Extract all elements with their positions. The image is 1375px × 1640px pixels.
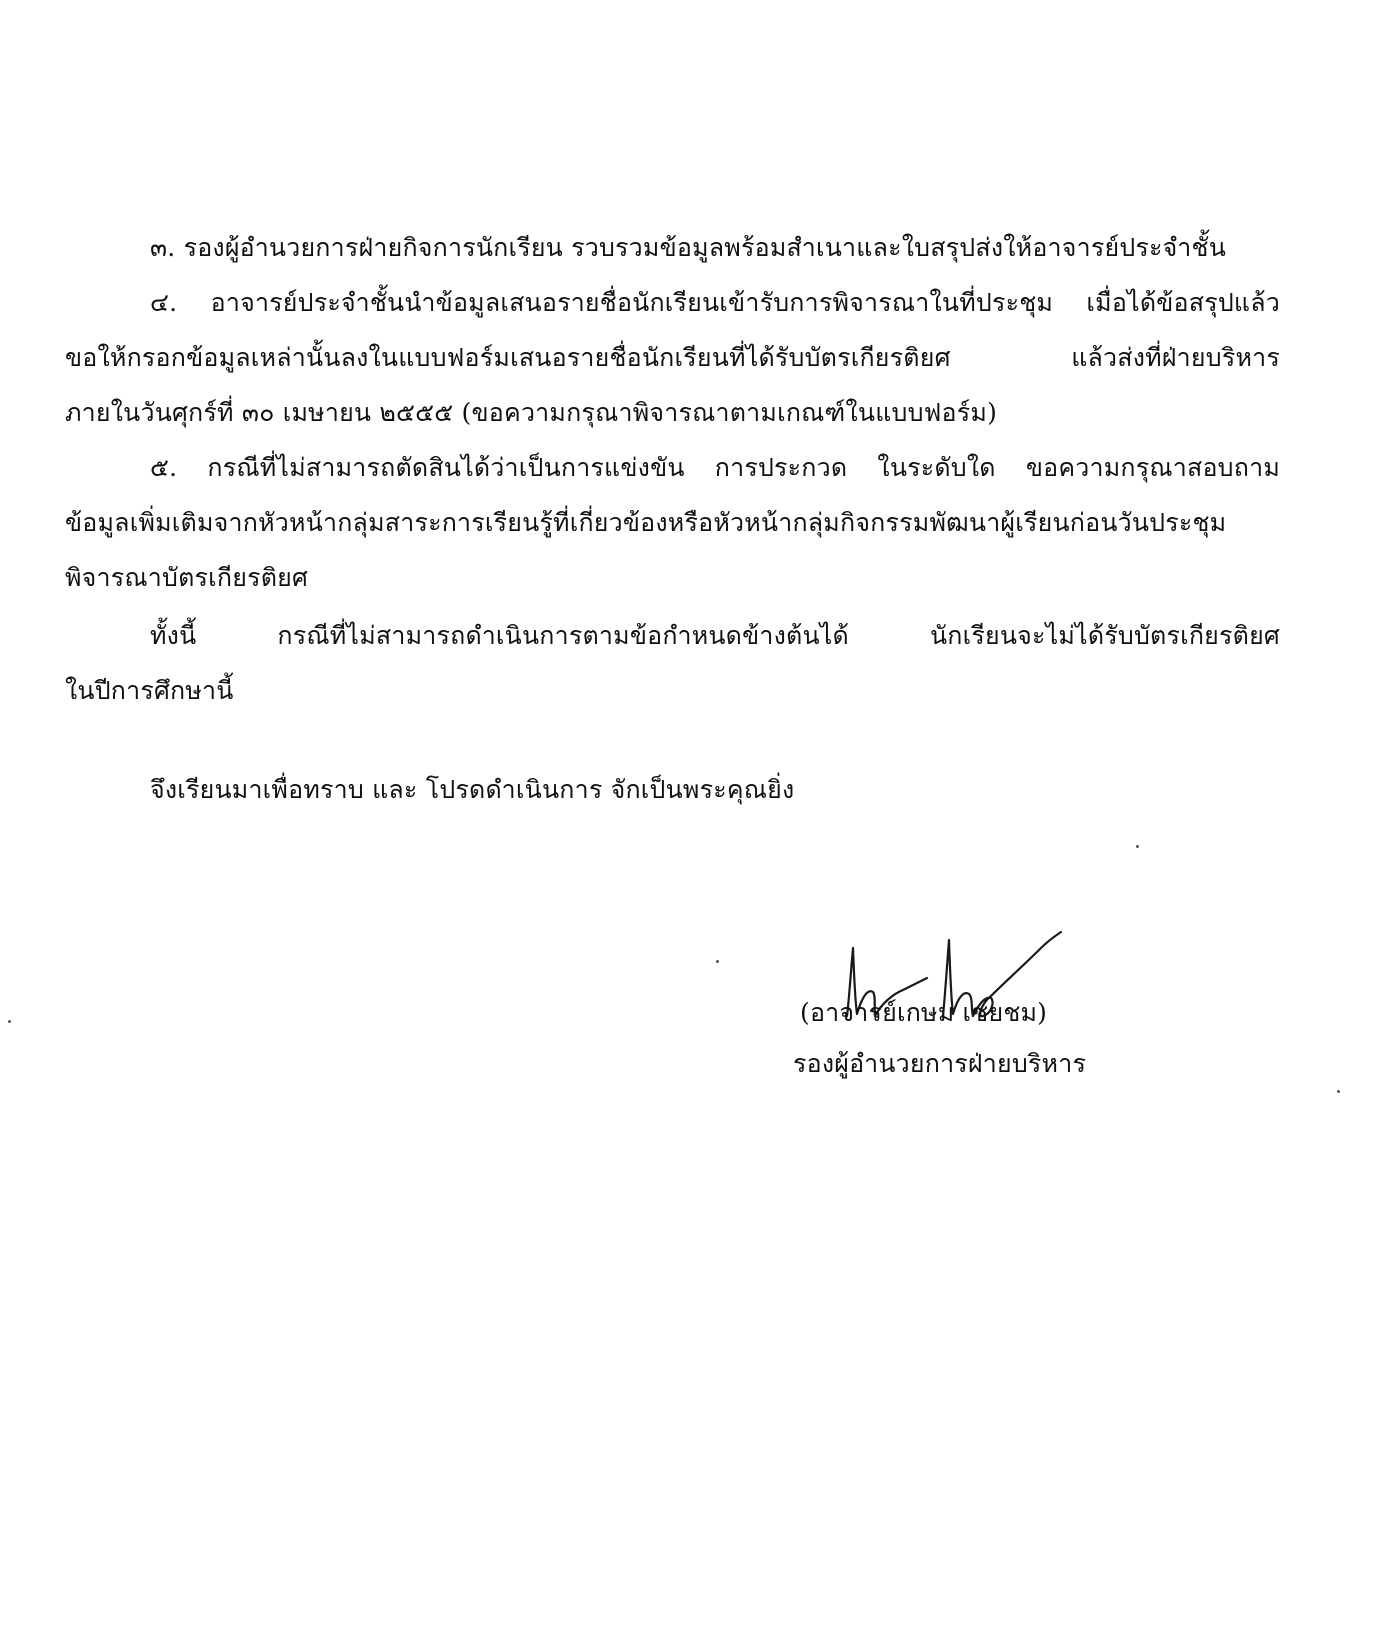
item-4-line-1: ๔. อาจารย์ประจำชั้นนำข้อมูลเสนอรายชื่อนักเรียนเข้ารับการพิจารณาในที่ประชุม เมื่อได้ข้อสรุปแล้ว — [150, 288, 1280, 317]
signatory-position: รองผู้อำนวยการฝ่ายบริหาร — [793, 1049, 1087, 1078]
item-5-line-2: ข้อมูลเพิ่มเติมจากหัวหน้ากลุ่มสาระการเรียนรู้ที่เกี่ยวข้องหรือหัวหน้ากลุ่มกิจกรรมพัฒนาผู้เรียนก่อนวันประชุม — [65, 508, 1227, 537]
scan-speck — [716, 960, 719, 963]
signatory-name: (อาจารย์เกษม เชยชม) — [800, 998, 1048, 1027]
item-5-line-1: ๕. กรณีที่ไม่สามารถตัดสินได้ว่าเป็นการแข่งขัน การประกวด ในระดับใด ขอความกรุณาสอบถาม — [150, 453, 1280, 482]
item-5-line-3: พิจารณาบัตรเกียรติยศ — [65, 563, 309, 592]
scan-speck — [1136, 845, 1139, 848]
scan-speck — [8, 1020, 11, 1023]
note-line-1: ทั้งนี้ กรณีที่ไม่สามารถดำเนินการตามข้อกำหนดข้างต้นได้ นักเรียนจะไม่ได้รับบัตรเกียรติยศ — [150, 621, 1280, 650]
item-4-line-2: ขอให้กรอกข้อมูลเหล่านั้นลงในแบบฟอร์มเสนอรายชื่อนักเรียนที่ได้รับบัตรเกียรติยศ แล้วส่งที่ฝ่ายบริหาร — [65, 343, 1280, 372]
note-line-2: ในปีการศึกษานี้ — [65, 676, 234, 705]
item-3-line-1: ๓. รองผู้อำนวยการฝ่ายกิจการนักเรียน รวบรวมข้อมูลพร้อมสำเนาและใบสรุปส่งให้อาจารย์ประจำชั้น — [150, 233, 1227, 262]
scan-speck — [1337, 1090, 1340, 1093]
item-4-line-3: ภายในวันศุกร์ที่ ๓๐ เมษายน ๒๕๕๕ (ขอความกรุณาพิจารณาตามเกณฑ์ในแบบฟอร์ม) — [65, 398, 998, 427]
closing-sentence: จึงเรียนมาเพื่อทราบ และ โปรดดำเนินการ จักเป็นพระคุณยิ่ง — [150, 775, 795, 804]
